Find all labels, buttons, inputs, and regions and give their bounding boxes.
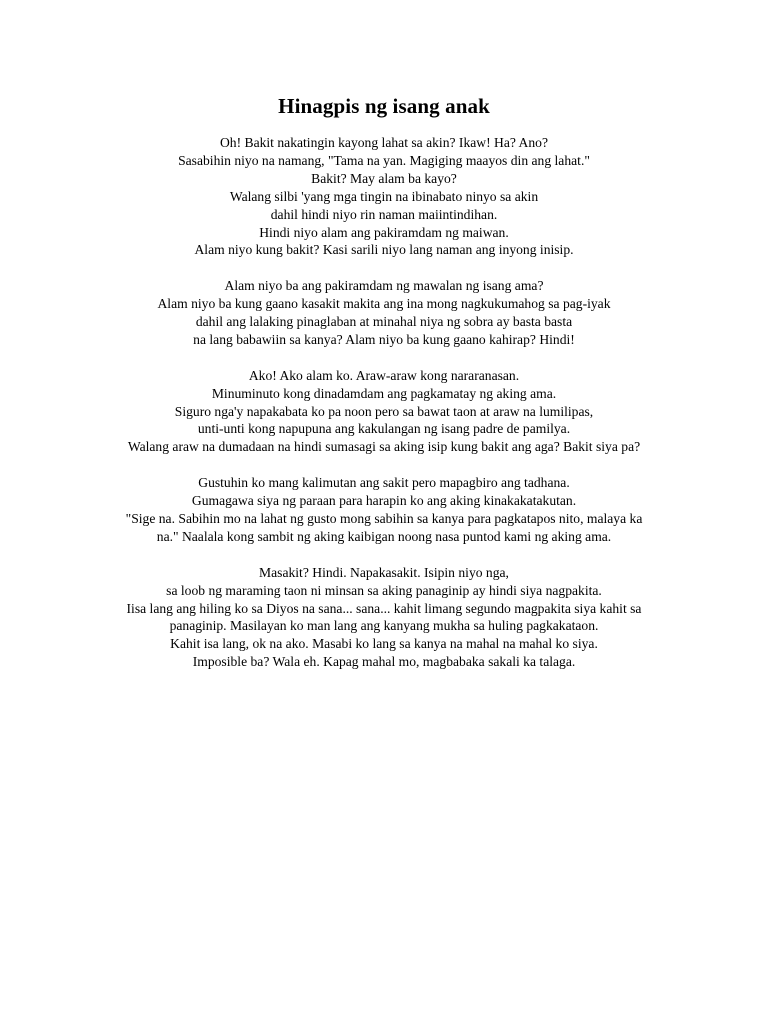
- poem-line: Ako! Ako alam ko. Araw-araw kong nararanasan.: [248, 367, 520, 383]
- poem-line: na." Naalala kong sambit ng aking kaibigan noong nasa puntod kami ng aking ama.: [156, 528, 612, 544]
- stanza-1: [0, 134, 768, 259]
- poem-line: Gumagawa siya ng paraan para harapin ko ang aking kinakakatakutan.: [191, 493, 577, 509]
- poem-body: [0, 134, 768, 671]
- poem-line: Iisa lang ang hiling ko sa Diyos na sana... sana... kahit limang segundo magpakita siya kahit sa: [126, 600, 642, 616]
- poem-line: dahil ang lalaking pinaglaban at minahal niya ng sobra ay basta basta: [195, 314, 573, 330]
- stanza-3: [0, 367, 768, 457]
- poem-line: Walang silbi 'yang mga tingin na ibinabato ninyo sa akin: [229, 188, 539, 204]
- stanza-4: [0, 474, 768, 546]
- stanza-2: [0, 277, 768, 349]
- poem-line: Hindi niyo alam ang pakiramdam ng maiwan.: [259, 224, 509, 240]
- poem-line: panaginip. Masilayan ko man lang ang kanyang mukha sa huling pagkakataon.: [169, 618, 599, 634]
- poem-line: na lang babawiin sa kanya? Alam niyo ba kung gaano kahirap? Hindi!: [193, 331, 575, 347]
- stanza-5: [0, 564, 768, 671]
- document-title: Hinagpis ng isang anak: [278, 94, 490, 118]
- poem-line: Masakit? Hindi. Napakasakit. Isipin niyo nga,: [259, 564, 509, 580]
- poem-line: Alam niyo kung bakit? Kasi sarili niyo lang naman ang inyong inisip.: [194, 242, 574, 258]
- poem-line: sa loob ng maraming taon ni minsan sa aking panaginip ay hindi siya nagpakita.: [166, 582, 602, 598]
- poem-line: Kahit isa lang, ok na ako. Masabi ko lang sa kanya na mahal na mahal ko siya.: [170, 636, 598, 652]
- poem-line: dahil hindi niyo rin naman maiintindihan.: [270, 206, 498, 222]
- poem-line: Gustuhin ko mang kalimutan ang sakit pero mapagbiro ang tadhana.: [198, 475, 570, 491]
- poem-line: Oh! Bakit nakatingin kayong lahat sa akin? Ikaw! Ha? Ano?: [219, 135, 549, 150]
- poem-line: Alam niyo ba ang pakiramdam ng mawalan ng isang ama?: [224, 278, 544, 294]
- poem-line: Minuminuto kong dinadamdam ang pagkamatay ng aking ama.: [211, 385, 557, 401]
- poem-line: Bakit? May alam ba kayo?: [311, 170, 457, 186]
- poem-line: "Sige na. Sabihin mo na lahat ng gusto mong sabihin sa kanya para pagkatapos nito, malaya ka: [125, 510, 643, 526]
- poem-line: unti-unti kong napupuna ang kakulangan ng isang padre de pamilya.: [197, 421, 571, 437]
- poem-line: Alam niyo ba kung gaano kasakit makita ang ina mong nagkukumahog sa pag-iyak: [157, 296, 611, 312]
- poem-line: Siguro nga'y napakabata ko pa noon pero sa bawat taon at araw na lumilipas,: [174, 403, 594, 419]
- poem-line: Walang araw na dumadaan na hindi sumasagi sa aking isip kung bakit ang aga? Bakit siya pa?: [127, 439, 641, 455]
- poem-line: Imposible ba? Wala eh. Kapag mahal mo, magbabaka sakali ka talaga.: [192, 654, 576, 670]
- poem-line: Sasabihin niyo na namang, "Tama na yan. Magiging maayos din ang lahat.": [178, 152, 590, 168]
